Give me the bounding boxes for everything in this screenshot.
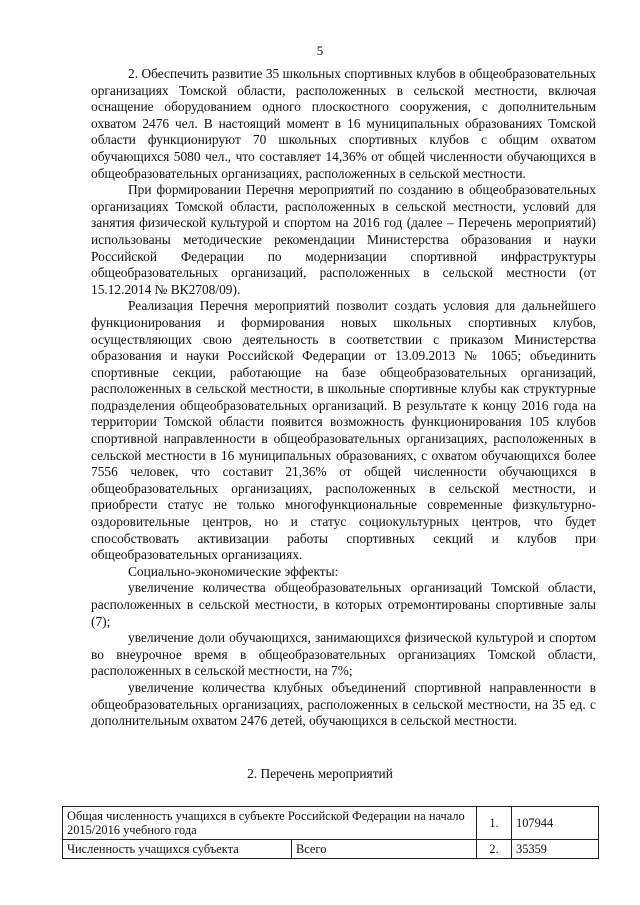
paragraph-effects-heading: Социально-экономические эффекты: [128,563,339,579]
paragraph-effect-3: увеличение количества клубных объединений спортивной направленности в общеобразовательных организациях, расположенных в сельской местности, на 35 ед. с дополнительным охватом 2476 детей, обучающихся в сельской местности. [91,679,596,729]
table-cell-label: Общая численность учащихся в субъекте Российской Федерации на начало 2015/2016 учебного года [63,807,477,840]
table-cell-value: 35359 [512,840,599,859]
paragraph-implementation: Реализация Перечня мероприятий позволит создать условия для дальнейшего функционирования и формирования новых школьных спортивных клубов, осуществляющих свою деятельность в соответствии с приказом Министерства образования и науки Российской Федерации от 13.09.2013 № 1065; объединить спортивные секции, работающие на базе общеобразовательных организаций, расположенных в сельской местности, в школьные спортивные клубы как структурные подразделения общеобразовательных организаций. В результате к концу 2016 года на территории Томской области появится возможность функционирования 105 клубов спортивной направленности в общеобразовательных организациях, расположенных в сельской местности в 16 муниципальных образованиях, с охватом обучающихся более 7556 человек, что составит 21,36% от общей численности обучающихся в общеобразовательных организациях, расположенных в сельской местности, и приобрести статус не только многофункциональные современные физкультурно-оздоровительные центров, но и статус социокультурных центров, что будет способствовать активизации работы спортивных секций и клубов при общеобразовательных организациях. [91,298,596,563]
paragraph-goal: 2. Обеспечить развитие 35 школьных спортивных клубов в общеобразовательных организациях Томской области, расположенных в сельской местности, включая оснащение оборудованием одного плоскостного сооружения, с дополнительным охватом 2476 чел. В настоящий момент в 16 муниципальных образованиях Томской области функционируют 70 школьных спортивных клубов с общим охватом обучающихся 5080 чел., что составляет 14,36% от общей численности обучающихся в общеобразовательных организациях, расположенных в сельской местности. [91,66,596,181]
table-cell-sublabel: Всего [292,840,477,859]
table-row [63,807,599,840]
table-cell-value: 107944 [512,807,599,840]
body-text [91,66,596,730]
table-cell-number: 1. [477,807,512,840]
table-row [63,840,599,859]
paragraph-list-formation: При формировании Перечня мероприятий по созданию в общеобразовательных организациях Томской области, расположенных в сельской местности, условий для занятия физической культурой и спортом на 2016 год (далее – Перечень мероприятий) использованы методические рекомендации Министерства образования и науки Российской Федерации по модернизации спортивной инфраструктуры общеобразовательных организаций, расположенных в сельской местности (от 15.12.2014 № ВК2708/09). [91,182,596,297]
section-title: 2. Перечень мероприятий [247,766,393,781]
table-cell-label: Численность учащихся субъекта [63,840,292,859]
paragraph-effect-1: увеличение количества общеобразовательных организаций Томской области, расположенных в сельской местности, в которых отремонтированы спортивные залы (7); [91,580,596,629]
table-cell-number: 2. [477,840,512,859]
page-number: 5 [316,43,324,58]
activities-table [62,806,599,859]
paragraph-effect-2: увеличение доли обучающихся, занимающихся физической культурой и спортом во внеурочное время в общеобразовательных организациях Томской области, расположенных в сельской местности, на 7%; [91,630,596,679]
